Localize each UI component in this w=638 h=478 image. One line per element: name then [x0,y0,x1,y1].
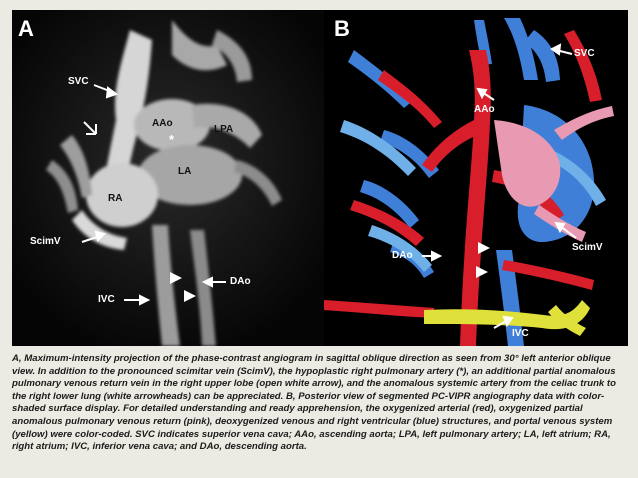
label-scimv-a: ScimV [30,236,61,247]
panel-b-surface-render [324,10,628,346]
label-la-a: LA [178,166,192,177]
label-svc-b: SVC [574,48,595,59]
label-ivc-a: IVC [98,294,115,305]
panel-a-letter: A [18,16,34,41]
label-dao-a: DAo [230,276,251,287]
label-lpa-a: LPA [214,124,234,135]
label-svc-a: SVC [68,76,89,87]
label-ivc-b: IVC [512,328,529,339]
label-dao-b: DAo [392,250,413,261]
label-scimv-b: ScimV [572,242,603,253]
panel-a-mip-image [12,10,324,346]
panel-b-letter: B [334,16,350,41]
label-asterisk-a: * [169,132,175,147]
label-aao-b: AAo [474,104,495,115]
surface-render-drawing [324,10,628,346]
label-ra-a: RA [108,193,123,204]
label-aao-a: AAo [152,118,173,129]
angiogram-figure [12,10,628,346]
mip-angiogram-drawing [12,10,324,346]
figure-caption: A, Maximum-intensity projection of the phase-contrast angiogram in sagittal oblique direction as seen from 30° left anterior oblique view. In addition to the pronounced scimitar vein (ScimV), the hypoplastic right pulmonary artery (*), an additional partial anomalous pulmonary venous return vein in the right upper lobe (open white arrow), and the anomalous systemic artery from the celiac trunk to the right lower lung (white arrowheads) can be appreciated. B, Posterior view of segmented PC-VIPR angiography data with color-shaded surface display. For detailed understanding and ready apprehension, the oxygenized arterial (red), oxygenized partial anomalous pulmonary venous return (pink), deoxygenized venous and right ventricular (blue) structures, and portal venous system (yellow) were color-coded. SVC indicates superior vena cava; AAo, ascending aorta; LPA, left pulmonary artery; LA, left atrium; RA, right atrium; IVC, inferior vena cava; and DAo, descending aorta. [12,353,616,453]
